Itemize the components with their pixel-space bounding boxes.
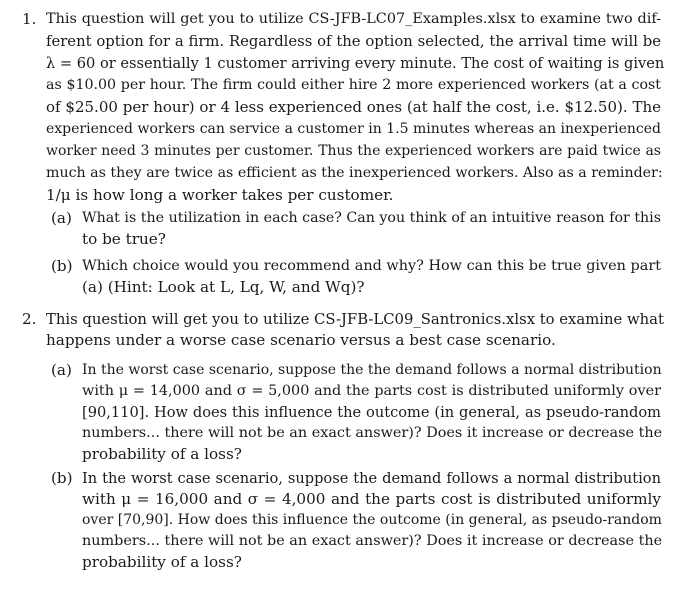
question-1b-label: (b) xyxy=(51,257,73,275)
question-1-line: of $25.00 per hour) or 4 less experienced ones (at half the cost, i.e. $12.50). The xyxy=(46,98,661,116)
question-1a-label: (a) xyxy=(51,209,72,227)
question-2a-line: In the worst case scenario, suppose the the demand follows a normal distribution xyxy=(82,362,662,378)
question-2a-line: probability of a loss? xyxy=(82,445,242,463)
question-1-line: 1/μ is how long a worker takes per customer. xyxy=(46,186,394,204)
question-1-number: 1. xyxy=(22,10,37,28)
question-1a-line: to be true? xyxy=(82,230,166,248)
question-1-line: This question will get you to utilize CS-JFB-LC07_Examples.xlsx to examine two dif- xyxy=(46,11,661,27)
question-1-line: as $10.00 per hour. The firm could either hire 2 more experienced workers (at a cost xyxy=(46,77,661,93)
question-2a-line: [90,110]. How does this influence the outcome (in general, as pseudo-random xyxy=(82,404,661,421)
question-1-line: λ = 60 or essentially 1 customer arriving every minute. The cost of waiting is given xyxy=(46,55,665,72)
question-2-line: happens under a worse case scenario versus a best case scenario. xyxy=(46,331,556,349)
question-2-line: This question will get you to utilize CS-JFB-LC09_Santronics.xlsx to examine what xyxy=(46,311,664,328)
question-2a-label: (a) xyxy=(51,361,72,379)
question-1-line: much as they are twice as efficient as the inexperienced workers. Also as a reminder: xyxy=(46,165,663,181)
question-1b-line: Which choice would you recommend and why? How can this be true given part xyxy=(82,258,661,274)
question-1a-line: What is the utilization in each case? Can you think of an intuitive reason for this xyxy=(82,210,661,226)
question-2-number: 2. xyxy=(22,310,37,328)
question-2b-line: In the worst case scenario, suppose the demand follows a normal distribution xyxy=(82,470,661,487)
question-1-line: ferent option for a firm. Regardless of the option selected, the arrival time will be xyxy=(46,33,661,50)
question-2a-line: numbers... there will not be an exact answer)? Does it increase or decrease the xyxy=(82,425,663,441)
question-2b-line: probability of a loss? xyxy=(82,553,242,571)
question-1b-line: (a) (Hint: Look at L, Lq, W, and Wq)? xyxy=(82,278,365,296)
question-2b-line: over [70,90]. How does this influence the outcome (in general, as pseudo-random xyxy=(82,512,662,528)
question-2b-label: (b) xyxy=(51,469,73,487)
question-2a-line: with μ = 14,000 and σ = 5,000 and the parts cost is distributed uniformly over xyxy=(82,383,661,399)
question-2b-line: numbers... there will not be an exact answer)? Does it increase or decrease the xyxy=(82,533,663,549)
question-1-line: worker need 3 minutes per customer. Thus the experienced workers are paid twice as xyxy=(46,143,661,159)
question-2b-line: with μ = 16,000 and σ = 4,000 and the parts cost is distributed uniformly xyxy=(82,490,661,508)
question-1-line: experienced workers can service a customer in 1.5 minutes whereas an inexperienced xyxy=(46,121,661,137)
